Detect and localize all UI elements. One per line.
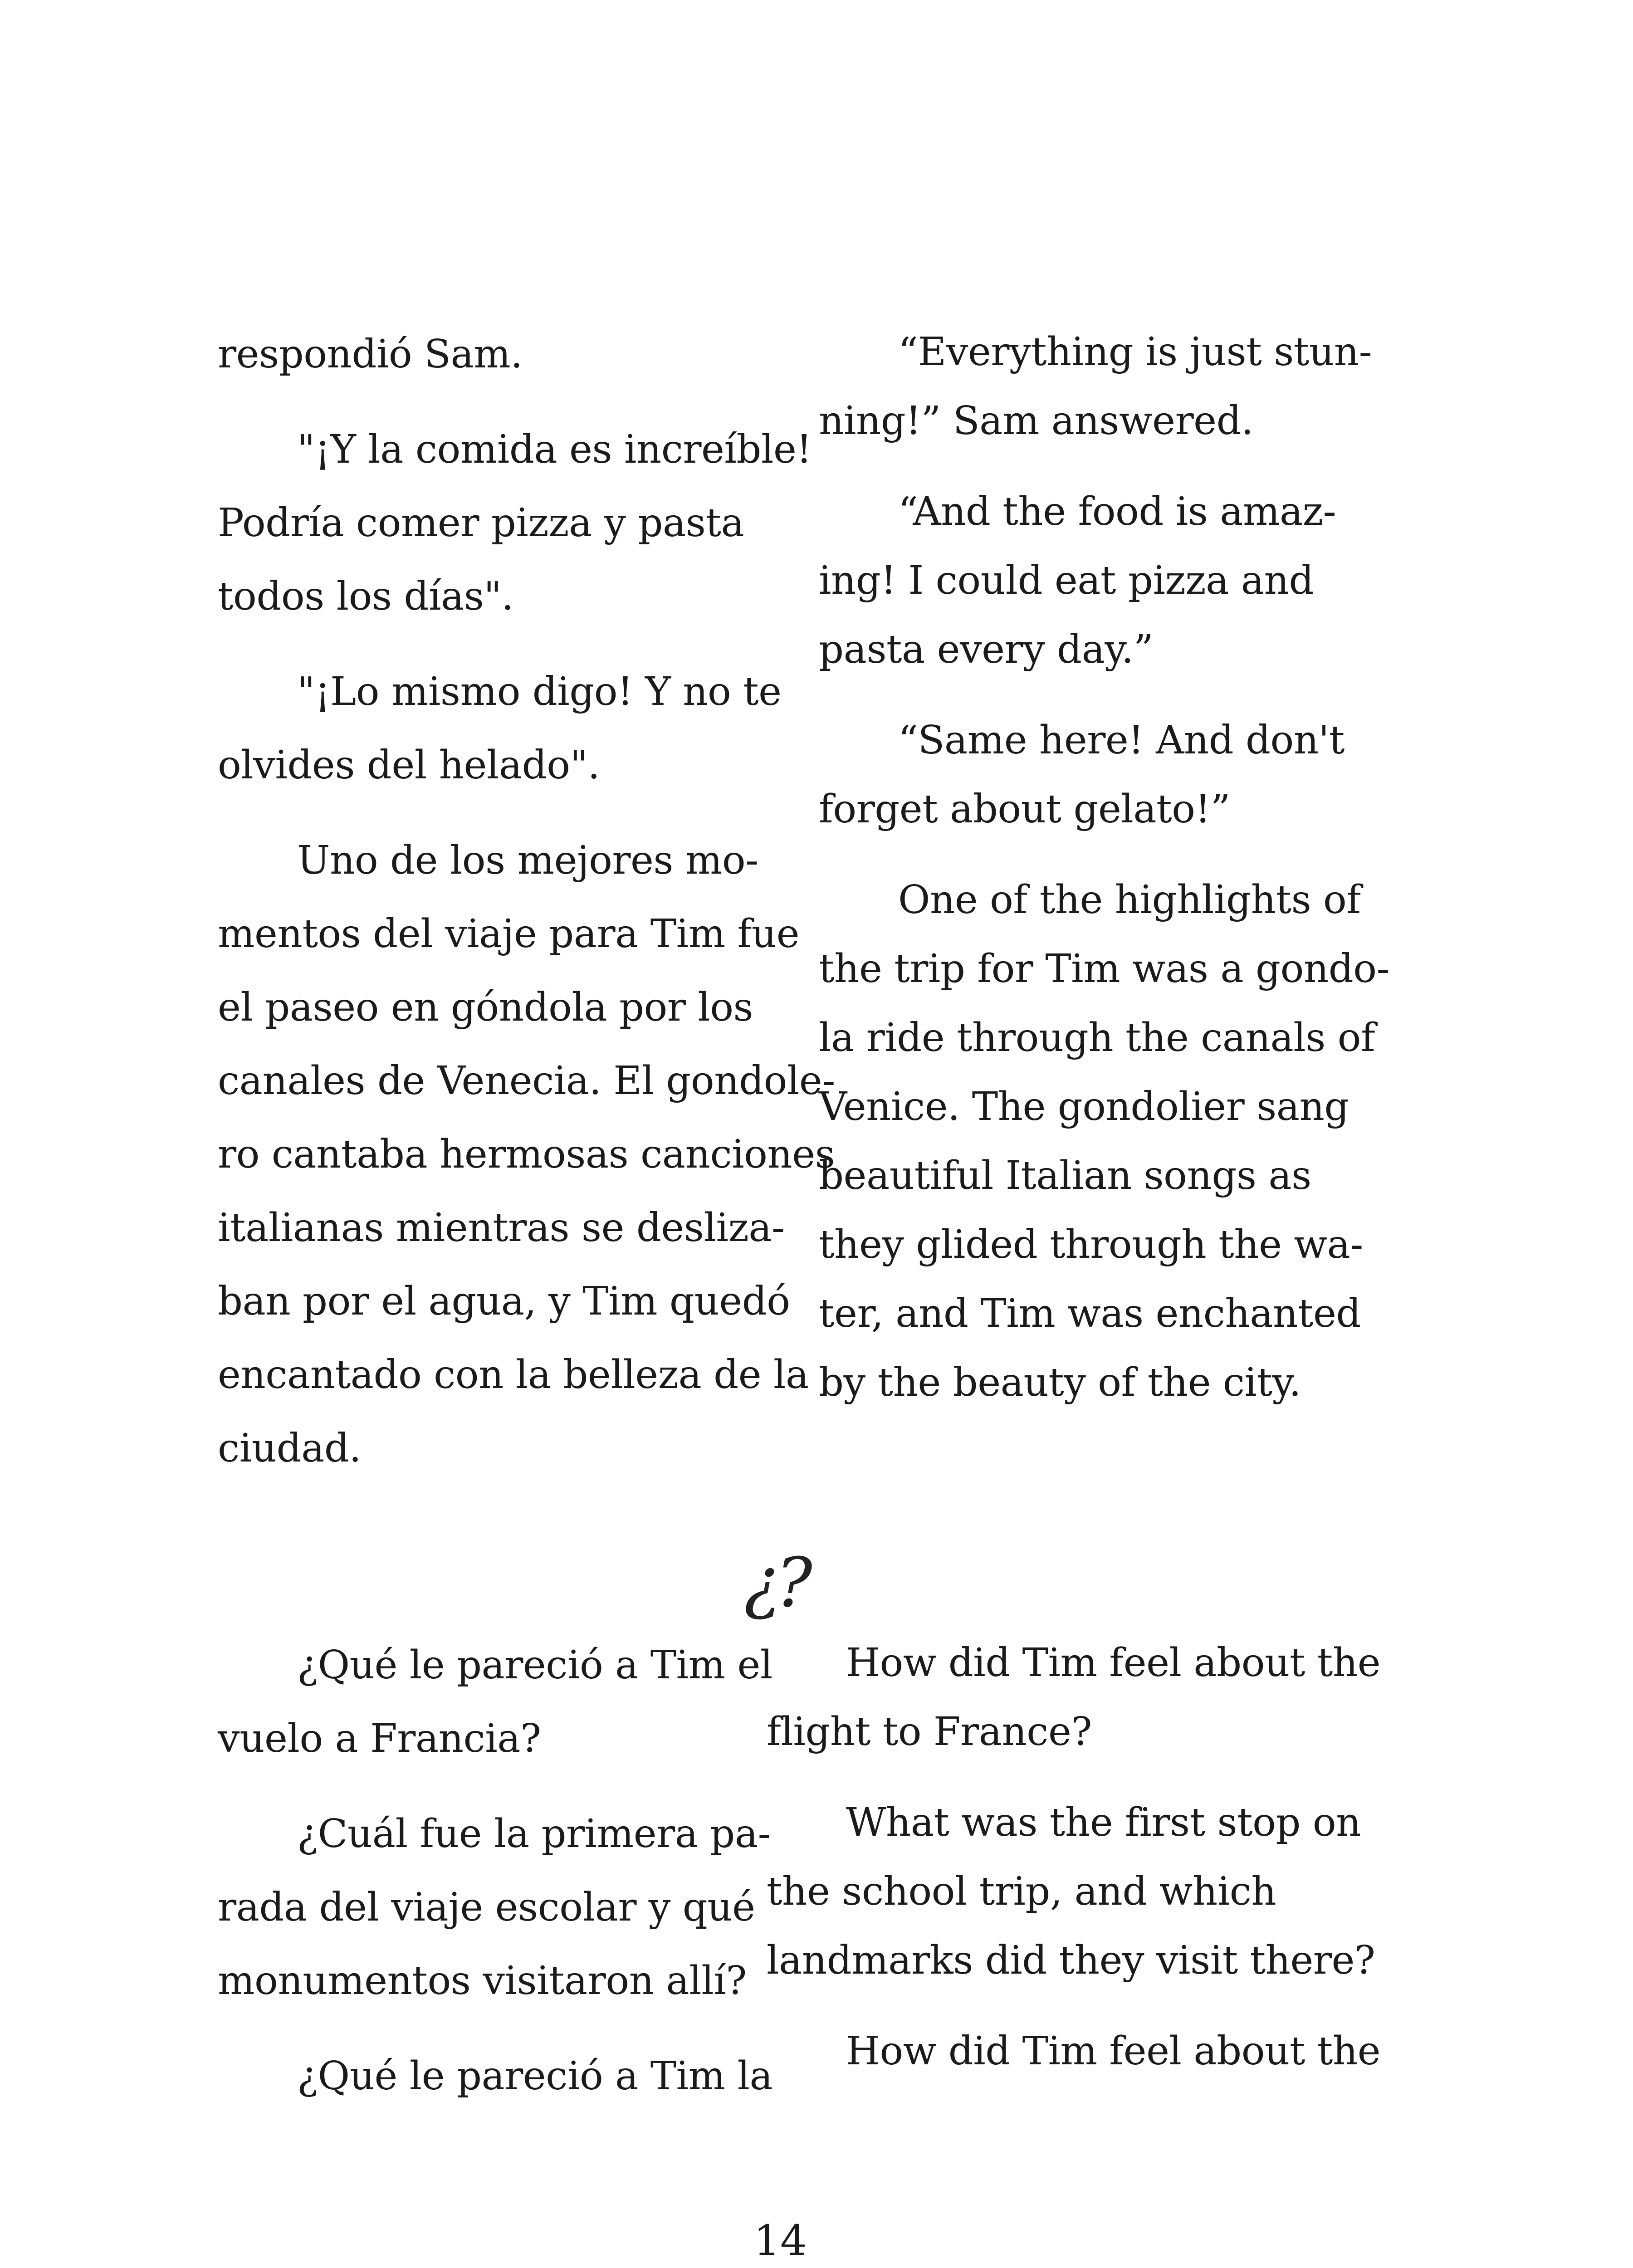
text-line: "¡Lo mismo digo! Y no te <box>297 669 782 714</box>
text-line: encantado con la belleza de la <box>218 1352 809 1398</box>
text-line: olvides del helado". <box>218 743 600 788</box>
text-line: ban por el agua, y Tim quedó <box>218 1279 790 1324</box>
text-line: the trip for Tim was a gondo- <box>819 946 1390 992</box>
text-line: vuelo a Francia? <box>218 1716 541 1761</box>
text-line: "¡Y la comida es increíble! <box>297 427 812 472</box>
text-line: they glided through the wa- <box>819 1222 1363 1267</box>
text-line: ciudad. <box>218 1426 362 1471</box>
english-questions-column <box>767 1628 1380 2086</box>
text-line: Uno de los mejores mo- <box>297 838 758 883</box>
text-line: How did Tim feel about the <box>846 1640 1381 1686</box>
spanish-questions-column <box>218 1628 772 2113</box>
text-line: “Same here! And don't <box>898 718 1345 763</box>
text-line: “Everything is just stun- <box>898 329 1372 375</box>
text-line: ¿Qué le pareció a Tim la <box>297 2053 773 2099</box>
text-line: todos los días". <box>218 574 514 619</box>
text-line: el paseo en góndola por los <box>218 985 753 1030</box>
question-marks-divider: ¿? <box>744 1544 808 1623</box>
text-line: la ride through the canals of <box>819 1015 1375 1061</box>
text-line: pasta every day.” <box>819 627 1154 672</box>
text-line: canales de Venecia. El gondole- <box>218 1058 835 1104</box>
text-line: ning!” Sam answered. <box>819 398 1253 444</box>
page-number: 14 <box>753 2216 807 2265</box>
text-line: beautiful Italian songs as <box>819 1153 1311 1198</box>
text-line: ¿Cuál fue la primera pa- <box>297 1811 771 1857</box>
text-line: ing! I could eat pizza and <box>819 558 1314 603</box>
english-column-top <box>819 318 1389 1417</box>
text-line: ro cantaba hermosas canciones <box>218 1132 835 1177</box>
text-line: ¿Qué le pareció a Tim el <box>297 1642 772 1688</box>
text-line: respondió Sam. <box>218 332 523 377</box>
spanish-column-top <box>218 318 835 1485</box>
text-line: forget about gelato!” <box>819 787 1231 832</box>
text-line: “And the food is amaz- <box>898 489 1336 534</box>
text-line: Venice. The gondolier sang <box>819 1084 1349 1129</box>
text-line: landmarks did they visit there? <box>767 1938 1375 1983</box>
text-line: Podría comer pizza y pasta <box>218 500 744 546</box>
text-line: the school trip, and which <box>767 1869 1276 1914</box>
text-line: One of the highlights of <box>898 877 1361 923</box>
text-line: What was the first stop on <box>846 1800 1361 1845</box>
text-line: monumentos visitaron allí? <box>218 1958 747 2004</box>
text-line: italianas mientras se desliza- <box>218 1205 785 1251</box>
text-line: How did Tim feel about the <box>846 2028 1381 2074</box>
text-line: ter, and Tim was enchanted <box>819 1291 1361 1336</box>
text-line: mentos del viaje para Tim fue <box>218 911 800 957</box>
text-line: rada del viaje escolar y qué <box>218 1885 755 1930</box>
text-line: by the beauty of the city. <box>819 1360 1301 1405</box>
text-line: flight to France? <box>767 1709 1092 1755</box>
